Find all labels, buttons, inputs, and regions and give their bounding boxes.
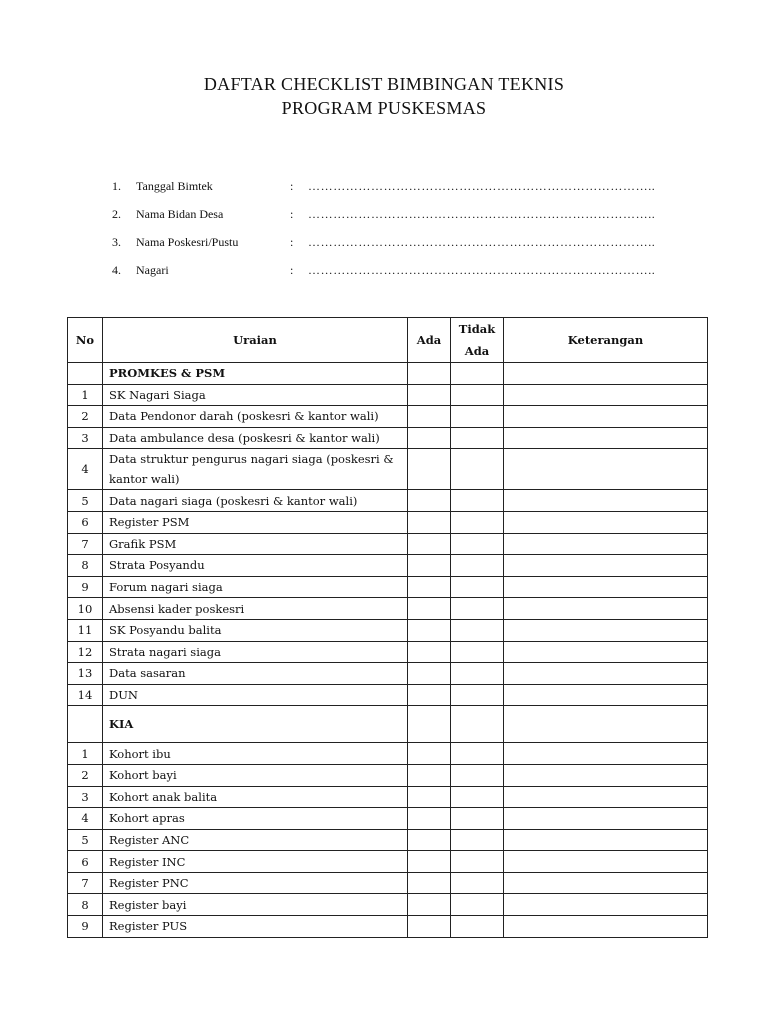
ada-checkbox-cell[interactable] bbox=[408, 576, 451, 598]
row-uraian: Register PUS bbox=[103, 916, 408, 938]
field-colon: : bbox=[290, 179, 294, 193]
row-uraian: Data nagari siaga (poskesri & kantor wali) bbox=[103, 490, 408, 512]
row-number: 9 bbox=[68, 576, 103, 598]
keterangan-cell[interactable] bbox=[504, 872, 708, 894]
ada-checkbox-cell[interactable] bbox=[408, 743, 451, 765]
field-number: 1. bbox=[112, 179, 121, 193]
field-colon: : bbox=[290, 263, 294, 277]
table-row bbox=[68, 576, 708, 598]
section-no-cell bbox=[68, 706, 103, 743]
ada-checkbox-cell[interactable] bbox=[408, 449, 451, 490]
row-number: 7 bbox=[68, 872, 103, 894]
keterangan-cell[interactable] bbox=[504, 743, 708, 765]
row-number: 6 bbox=[68, 511, 103, 533]
section-tidak-cell[interactable] bbox=[451, 363, 504, 385]
row-number: 11 bbox=[68, 619, 103, 641]
tidak-ada-checkbox-cell[interactable] bbox=[451, 829, 504, 851]
header-ada: Ada bbox=[408, 318, 451, 363]
row-uraian: Data struktur pengurus nagari siaga (poskesri & kantor wali) bbox=[103, 449, 408, 490]
row-uraian: Kohort anak balita bbox=[103, 786, 408, 808]
keterangan-cell[interactable] bbox=[504, 894, 708, 916]
keterangan-cell[interactable] bbox=[504, 511, 708, 533]
table-row bbox=[68, 427, 708, 449]
tidak-ada-checkbox-cell[interactable] bbox=[451, 851, 504, 873]
ada-checkbox-cell[interactable] bbox=[408, 916, 451, 938]
keterangan-cell[interactable] bbox=[504, 576, 708, 598]
row-number: 5 bbox=[68, 490, 103, 512]
document-title-line-1: DAFTAR CHECKLIST BIMBINGAN TEKNIS bbox=[203, 74, 565, 94]
row-number: 3 bbox=[68, 786, 103, 808]
row-number: 8 bbox=[68, 555, 103, 577]
ada-checkbox-cell[interactable] bbox=[408, 406, 451, 428]
keterangan-cell[interactable] bbox=[504, 786, 708, 808]
row-number: 1 bbox=[68, 384, 103, 406]
keterangan-cell[interactable] bbox=[504, 619, 708, 641]
table-row bbox=[68, 533, 708, 555]
row-number: 13 bbox=[68, 663, 103, 685]
table-row bbox=[68, 743, 708, 765]
ada-checkbox-cell[interactable] bbox=[408, 641, 451, 663]
row-number: 6 bbox=[68, 851, 103, 873]
keterangan-cell[interactable] bbox=[504, 641, 708, 663]
tidak-ada-checkbox-cell[interactable] bbox=[451, 576, 504, 598]
keterangan-cell[interactable] bbox=[504, 384, 708, 406]
document-title-line-2: PROGRAM PUSKESMAS bbox=[281, 98, 487, 118]
table-row bbox=[68, 490, 708, 512]
tidak-ada-checkbox-cell[interactable] bbox=[451, 555, 504, 577]
header-keterangan: Keterangan bbox=[504, 318, 708, 363]
row-uraian: Register INC bbox=[103, 851, 408, 873]
row-number: 4 bbox=[68, 449, 103, 490]
table-row bbox=[68, 619, 708, 641]
header-tidak-ada bbox=[451, 318, 504, 363]
field-label: Nagari bbox=[136, 263, 169, 277]
keterangan-cell[interactable] bbox=[504, 808, 708, 830]
ada-checkbox-cell[interactable] bbox=[408, 829, 451, 851]
ada-checkbox-cell[interactable] bbox=[408, 384, 451, 406]
tidak-ada-checkbox-cell[interactable] bbox=[451, 533, 504, 555]
section-title: KIA bbox=[103, 706, 408, 743]
row-uraian: Register PNC bbox=[103, 872, 408, 894]
section-ada-cell[interactable] bbox=[408, 706, 451, 743]
table-row bbox=[68, 663, 708, 685]
table-row bbox=[68, 786, 708, 808]
keterangan-cell[interactable] bbox=[504, 663, 708, 685]
row-number: 4 bbox=[68, 808, 103, 830]
checklist-table bbox=[67, 317, 708, 938]
tidak-ada-checkbox-cell[interactable] bbox=[451, 894, 504, 916]
tidak-ada-checkbox-cell[interactable] bbox=[451, 872, 504, 894]
row-uraian: DUN bbox=[103, 684, 408, 706]
keterangan-cell[interactable] bbox=[504, 684, 708, 706]
ada-checkbox-cell[interactable] bbox=[408, 851, 451, 873]
table-row bbox=[68, 641, 708, 663]
section-no-cell bbox=[68, 363, 103, 385]
ada-checkbox-cell[interactable] bbox=[408, 894, 451, 916]
keterangan-cell[interactable] bbox=[504, 406, 708, 428]
table-row bbox=[68, 511, 708, 533]
tidak-ada-checkbox-cell[interactable] bbox=[451, 808, 504, 830]
header-tidak-ada-line-2: Ada bbox=[464, 344, 490, 358]
row-number: 8 bbox=[68, 894, 103, 916]
row-uraian: Data sasaran bbox=[103, 663, 408, 685]
ada-checkbox-cell[interactable] bbox=[408, 427, 451, 449]
row-uraian: Kohort apras bbox=[103, 808, 408, 830]
keterangan-cell[interactable] bbox=[504, 764, 708, 786]
field-label: Nama Bidan Desa bbox=[136, 207, 224, 221]
keterangan-cell[interactable] bbox=[504, 598, 708, 620]
row-uraian: Strata Posyandu bbox=[103, 555, 408, 577]
keterangan-cell[interactable] bbox=[504, 555, 708, 577]
section-ket-cell[interactable] bbox=[504, 706, 708, 743]
tidak-ada-checkbox-cell[interactable] bbox=[451, 449, 504, 490]
section-ada-cell[interactable] bbox=[408, 363, 451, 385]
table-header-row bbox=[68, 318, 708, 363]
row-uraian: Data Pendonor darah (poskesri & kantor wali) bbox=[103, 406, 408, 428]
ada-checkbox-cell[interactable] bbox=[408, 663, 451, 685]
field-blank-line: ……………………………………………………………………….. bbox=[308, 207, 656, 221]
row-number: 14 bbox=[68, 684, 103, 706]
tidak-ada-checkbox-cell[interactable] bbox=[451, 598, 504, 620]
row-uraian: Kohort ibu bbox=[103, 743, 408, 765]
table-row bbox=[68, 684, 708, 706]
keterangan-cell[interactable] bbox=[504, 916, 708, 938]
section-row bbox=[68, 363, 708, 385]
ada-checkbox-cell[interactable] bbox=[408, 764, 451, 786]
tidak-ada-checkbox-cell[interactable] bbox=[451, 619, 504, 641]
row-uraian: SK Nagari Siaga bbox=[103, 384, 408, 406]
row-number: 12 bbox=[68, 641, 103, 663]
header-tidak-ada-line-1: Tidak bbox=[458, 322, 496, 336]
table-row bbox=[68, 829, 708, 851]
tidak-ada-checkbox-cell[interactable] bbox=[451, 786, 504, 808]
table-row bbox=[68, 406, 708, 428]
section-ket-cell[interactable] bbox=[504, 363, 708, 385]
row-number: 5 bbox=[68, 829, 103, 851]
ada-checkbox-cell[interactable] bbox=[408, 808, 451, 830]
keterangan-cell[interactable] bbox=[504, 533, 708, 555]
section-tidak-cell[interactable] bbox=[451, 706, 504, 743]
table-row bbox=[68, 764, 708, 786]
ada-checkbox-cell[interactable] bbox=[408, 490, 451, 512]
tidak-ada-checkbox-cell[interactable] bbox=[451, 511, 504, 533]
table-row bbox=[68, 808, 708, 830]
row-number: 7 bbox=[68, 533, 103, 555]
header-uraian: Uraian bbox=[103, 318, 408, 363]
section-title: PROMKES & PSM bbox=[103, 363, 408, 385]
field-label: Tanggal Bimtek bbox=[136, 179, 213, 193]
table-row bbox=[68, 555, 708, 577]
ada-checkbox-cell[interactable] bbox=[408, 786, 451, 808]
table-row bbox=[68, 384, 708, 406]
row-uraian: Absensi kader poskesri bbox=[103, 598, 408, 620]
ada-checkbox-cell[interactable] bbox=[408, 619, 451, 641]
tidak-ada-checkbox-cell[interactable] bbox=[451, 384, 504, 406]
ada-checkbox-cell[interactable] bbox=[408, 533, 451, 555]
row-number: 2 bbox=[68, 764, 103, 786]
tidak-ada-checkbox-cell[interactable] bbox=[451, 406, 504, 428]
tidak-ada-checkbox-cell[interactable] bbox=[451, 490, 504, 512]
ada-checkbox-cell[interactable] bbox=[408, 872, 451, 894]
tidak-ada-checkbox-cell[interactable] bbox=[451, 916, 504, 938]
keterangan-cell[interactable] bbox=[504, 427, 708, 449]
ada-checkbox-cell[interactable] bbox=[408, 598, 451, 620]
keterangan-cell[interactable] bbox=[504, 851, 708, 873]
table-row bbox=[68, 872, 708, 894]
table-row bbox=[68, 894, 708, 916]
field-number: 2. bbox=[112, 207, 121, 221]
row-uraian: Data ambulance desa (poskesri & kantor wali) bbox=[103, 427, 408, 449]
header-no: No bbox=[68, 318, 103, 363]
field-number: 3. bbox=[112, 235, 121, 249]
row-uraian: Grafik PSM bbox=[103, 533, 408, 555]
row-uraian: Register bayi bbox=[103, 894, 408, 916]
row-uraian: SK Posyandu balita bbox=[103, 619, 408, 641]
tidak-ada-checkbox-cell[interactable] bbox=[451, 743, 504, 765]
field-label: Nama Poskesri/Pustu bbox=[136, 235, 239, 249]
row-number: 3 bbox=[68, 427, 103, 449]
ada-checkbox-cell[interactable] bbox=[408, 684, 451, 706]
row-uraian: Register ANC bbox=[103, 829, 408, 851]
tidak-ada-checkbox-cell[interactable] bbox=[451, 684, 504, 706]
keterangan-cell[interactable] bbox=[504, 449, 708, 490]
table-row bbox=[68, 598, 708, 620]
table-row bbox=[68, 449, 708, 490]
row-uraian: Forum nagari siaga bbox=[103, 576, 408, 598]
field-blank-line: ……………………………………………………………………….. bbox=[308, 263, 656, 277]
field-colon: : bbox=[290, 207, 294, 221]
section-row bbox=[68, 706, 708, 743]
tidak-ada-checkbox-cell[interactable] bbox=[451, 663, 504, 685]
field-blank-line: ……………………………………………………………………….. bbox=[308, 235, 656, 249]
row-number: 9 bbox=[68, 916, 103, 938]
field-blank-line: ……………………………………………………………………….. bbox=[308, 179, 656, 193]
row-uraian: Register PSM bbox=[103, 511, 408, 533]
table-row bbox=[68, 851, 708, 873]
row-uraian: Kohort bayi bbox=[103, 764, 408, 786]
keterangan-cell[interactable] bbox=[504, 829, 708, 851]
tidak-ada-checkbox-cell[interactable] bbox=[451, 764, 504, 786]
table-body bbox=[68, 363, 708, 938]
tidak-ada-checkbox-cell[interactable] bbox=[451, 641, 504, 663]
table-row bbox=[68, 916, 708, 938]
tidak-ada-checkbox-cell[interactable] bbox=[451, 427, 504, 449]
ada-checkbox-cell[interactable] bbox=[408, 555, 451, 577]
ada-checkbox-cell[interactable] bbox=[408, 511, 451, 533]
row-uraian: Strata nagari siaga bbox=[103, 641, 408, 663]
row-number: 10 bbox=[68, 598, 103, 620]
field-colon: : bbox=[290, 235, 294, 249]
keterangan-cell[interactable] bbox=[504, 490, 708, 512]
row-number: 2 bbox=[68, 406, 103, 428]
row-number: 1 bbox=[68, 743, 103, 765]
field-number: 4. bbox=[112, 263, 121, 277]
